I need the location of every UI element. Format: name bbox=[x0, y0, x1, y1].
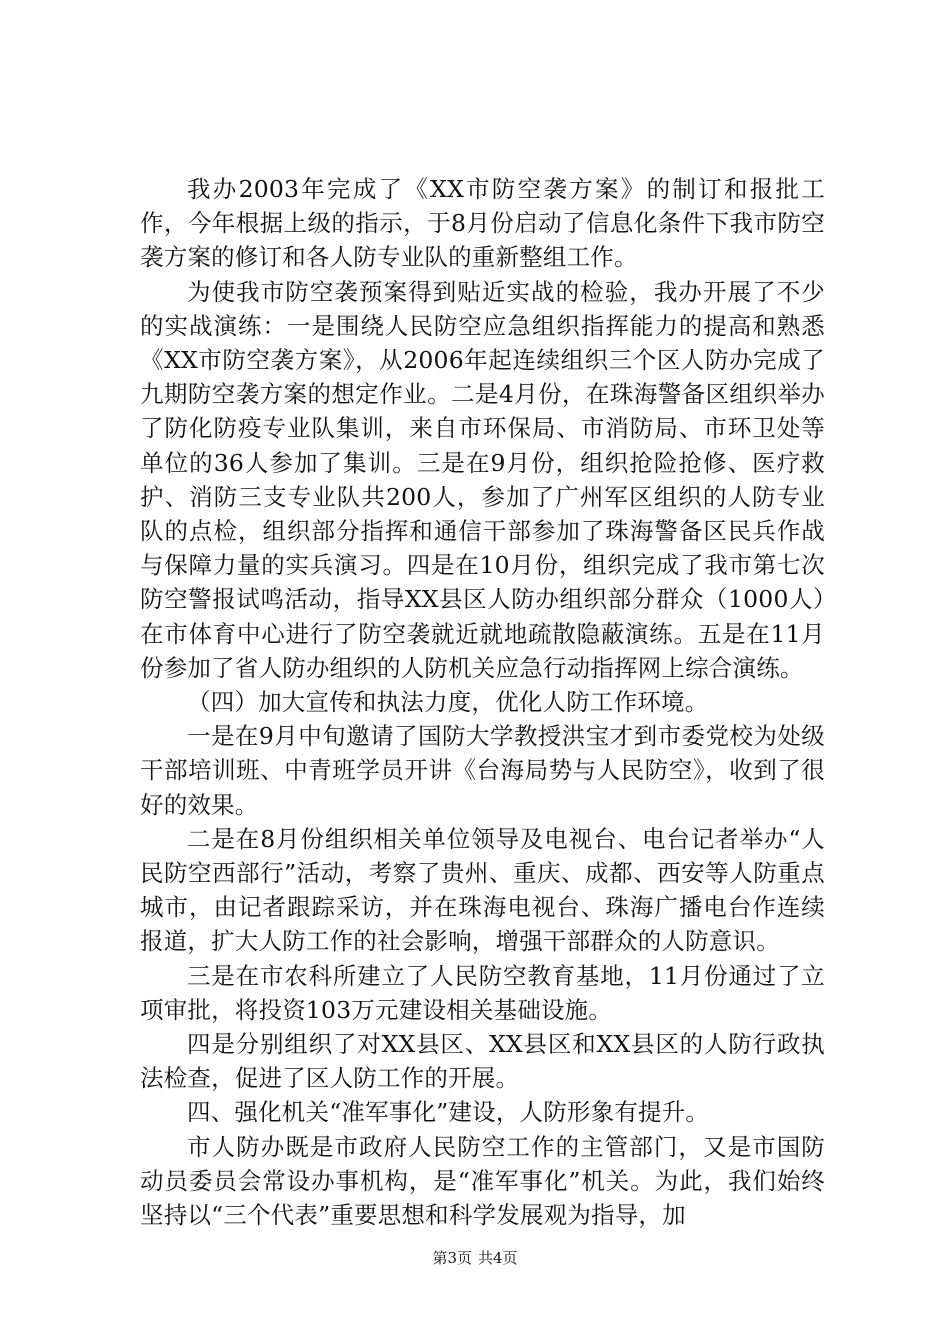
paragraph-west-tour: 二是在8月份组织相关单位领导及电视台、电台记者举办“人民防空西部行”活动，考察了贵州、重庆、成都、西安等人防重点城市，由记者跟踪采访，并在珠海电视台、珠海广播电台作连续报道，扩大人防工作的社会影响，增强干部群众的人防意识。 bbox=[140, 824, 825, 956]
paragraph-education-base: 三是在市农科所建立了人民防空教育基地，11月份通过了立项审批，将投资103万元建设相关基础设施。 bbox=[140, 961, 825, 1024]
section-heading-publicity: （四）加大宣传和执法力度，优化人防工作环境。 bbox=[187, 688, 709, 717]
paragraph-office-role: 市人防办既是市政府人民防空工作的主管部门，又是市国防动员委员会常设办事机构，是“准军事化”机关。为此，我们始终坚持以“三个代表”重要思想和科学发展观为指导，加 bbox=[140, 1132, 825, 1230]
paragraph-drills: 为使我市防空袭预案得到贴近实战的检验，我办开展了不少的实战演练：一是围绕人民防空应急组织指挥能力的提高和熟悉《XX市防空袭方案》，从2006年起连续组织三个区人防办完成了九期防空袭方案的想定作业。二是4月份，在珠海警备区组织举办了防化防疫专业队集训，来自市环保局、市消防局、市环卫处等单位的36人参加了集训。三是在9月份，组织抢险抢修、医疗救护、消防三支专业队共200人，参加了广州军区组织的人防专业队的点检，组织部分指挥和通信干部参加了珠海警备区民兵作战与保障力量的实兵演习。四是在10月份，组织完成了我市第七次防空警报试鸣活动，指导XX县区人防办组织部分群众（1000人）在市体育中心进行了防空袭就近就地疏散隐蔽演练。五是在11月份参加了省人防办组织的人防机关应急行动指挥网上综合演练。 bbox=[140, 277, 825, 682]
paragraph-law-enforcement: 四是分别组织了对XX县区、XX县区和XX县区的人防行政执法检查，促进了区人防工作的开展。 bbox=[140, 1030, 825, 1093]
section-heading-paramilitary: 四、强化机关“准军事化”建设，人防形象有提升。 bbox=[187, 1098, 710, 1127]
paragraph-plan-revision: 我办2003年完成了《XX市防空袭方案》的制订和报批工作，今年根据上级的指示，于8月份启动了信息化条件下我市防空袭方案的修订和各人防专业队的重新整组工作。 bbox=[140, 175, 825, 272]
paragraph-lecture: 一是在9月中旬邀请了国防大学教授洪宝才到市委党校为处级干部培训班、中青班学员开讲《台海局势与人民防空》，收到了很好的效果。 bbox=[140, 722, 825, 819]
page-footer bbox=[0, 1248, 950, 1268]
document-body bbox=[140, 172, 825, 1232]
page-number: 第3页 bbox=[432, 1249, 472, 1267]
page-total: 共4页 bbox=[478, 1249, 518, 1267]
